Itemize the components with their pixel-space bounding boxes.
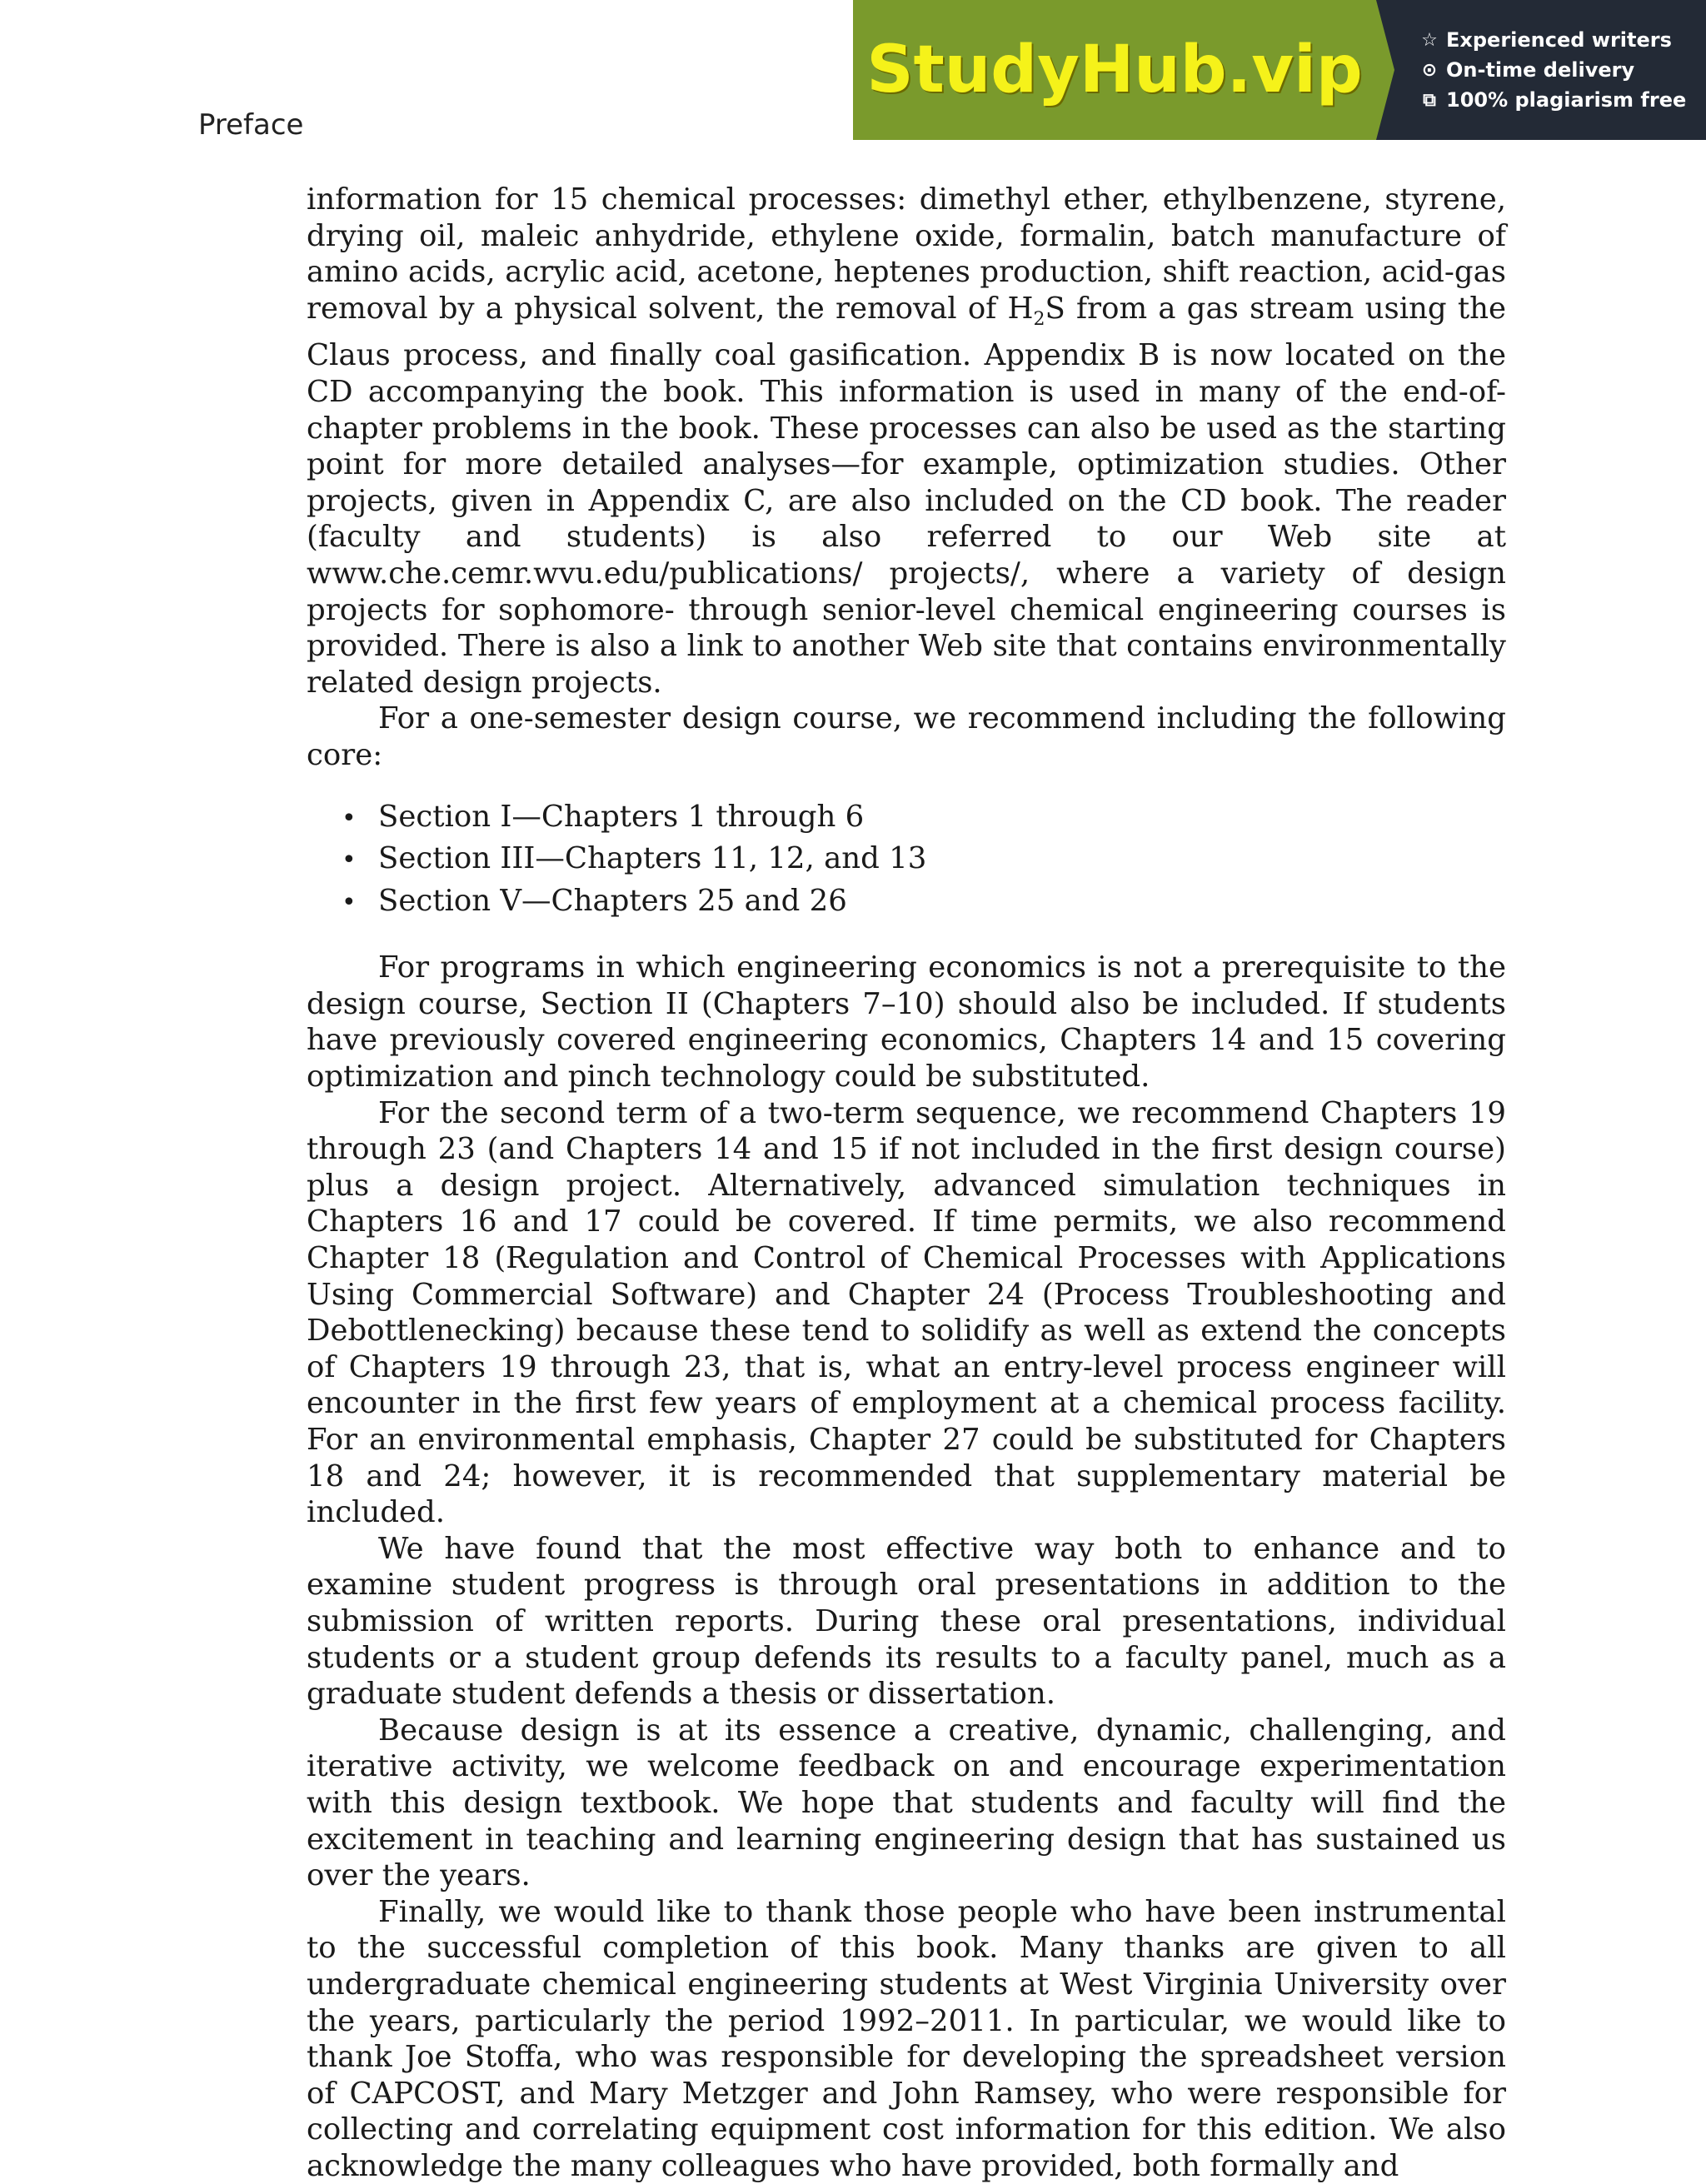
- banner-features: [1394, 0, 1706, 140]
- text-run: S from a gas stream using the Claus process, and finally coal gasification. Appendix B is now located on the CD accompanying the book. This information is used in many of the end-of-chapter problems in the book. These processes can also be used as the starting point for more detailed analyses—for example, optimization studies. Other projects, given in Appendix C, are also included on the CD book. The reader (faculty and students) is also referred to our Web site at www.che.cemr.wvu.edu/publications/ projects/, where a variety of design projects for sophomore- through senior-level chemical engineering courses is provided. There is also a link to another Web site that contains environmentally related design projects.: [307, 291, 1506, 700]
- page-body: [307, 182, 1506, 2184]
- paragraph-programs: For programs in which engineering economics is not a prerequisite to the design course, Section II (Chapters 7–10) should also be included. If students have previously covered engineering economics, Chapters 14 and 15 covering optimization and pinch technology could be substituted.: [307, 950, 1506, 1094]
- bullet-icon: •: [342, 887, 357, 917]
- paragraph-processes: [307, 182, 1506, 701]
- star-icon: ☆: [1421, 29, 1438, 51]
- subscript: 2: [1033, 308, 1045, 330]
- clock-icon: ⊙: [1421, 59, 1438, 81]
- core-chapter-list: [307, 799, 1506, 925]
- list-item-text: Section III—Chapters 11, 12, and 13: [378, 841, 927, 876]
- list-item-text: Section V—Chapters 25 and 26: [378, 883, 847, 918]
- feature-label: On-time delivery: [1446, 58, 1635, 82]
- banner-divider: [1376, 0, 1394, 140]
- list-item: [342, 799, 1506, 841]
- bullet-icon: •: [342, 803, 357, 833]
- paragraph-core-intro: For a one-semester design course, we recommend including the following core:: [307, 701, 1506, 772]
- paragraph-acknowledgments: Finally, we would like to thank those people who have been instrumental to the successful completion of this book. Many thanks are given to all undergraduate chemical engineering students at West Virginia University over the years, particularly the period 1992–2011. In particular, we would like to thank Joe Stoffa, who was responsible for developing the spreadsheet version of CAPCOST, and Mary Metzger and John Ramsey, who were responsible for collecting and correlating equipment cost information for this edition. We also acknowledge the many colleagues who have provided, both formally and: [307, 1894, 1506, 2183]
- bullet-icon: •: [342, 845, 357, 875]
- text-run: information for 15 chemical processes: dimethyl ether, ethylbenzene, styrene, drying oil, maleic anhydride, ethylene oxide, formalin, batch manufacture of amino acids, acrylic acid, acetone, heptenes production, shift reaction, acid-gas removal by a physical solvent, the removal of H: [307, 182, 1506, 326]
- studyhub-logo[interactable]: [853, 0, 1376, 140]
- feature-experienced-writers: [1419, 28, 1706, 52]
- list-item: [342, 883, 1506, 925]
- list-item-text: Section I—Chapters 1 through 6: [378, 799, 865, 834]
- feature-plagiarism-free: [1419, 88, 1706, 112]
- logo-text: StudyHub.vip: [866, 32, 1363, 107]
- list-item: [342, 840, 1506, 883]
- running-head: Preface: [198, 108, 304, 142]
- feature-on-time-delivery: [1419, 58, 1706, 82]
- feature-label: Experienced writers: [1446, 28, 1672, 52]
- copy-icon: ⧉: [1423, 89, 1436, 111]
- studyhub-banner[interactable]: [853, 0, 1706, 140]
- paragraph-second-term: For the second term of a two-term sequence, we recommend Chapters 19 through 23 (and Chapters 14 and 15 if not included in the first design course) plus a design project. Alternatively, advanced simulation techniques in Chapters 16 and 17 could be covered. If time permits, we also recommend Chapter 18 (Regulation and Control of Chemical Processes with Applications Using Commercial Software) and Chapter 24 (Process Troubleshooting and Debottlenecking) because these tend to solidify as well as extend the concepts of Chapters 19 through 23, that is, what an entry-level process engineer will encounter in the first few years of employment at a chemical process facility. For an environmental emphasis, Chapter 27 could be substituted for Chapters 18 and 24; however, it is recommended that supplementary material be included.: [307, 1095, 1506, 1530]
- feature-label: 100% plagiarism free: [1446, 88, 1687, 112]
- paragraph-feedback: Because design is at its essence a creative, dynamic, challenging, and iterative activity, we welcome feedback on and encourage experimentation with this design textbook. We hope that students and faculty will find the excitement in teaching and learning engineering design that has sustained us over the years.: [307, 1713, 1506, 1893]
- paragraph-oral-presentations: We have found that the most effective way both to enhance and to examine student progress is through oral presentations in addition to the submission of written reports. During these oral presentations, individual students or a student group defends its results to a faculty panel, much as a graduate student defends a thesis or dissertation.: [307, 1531, 1506, 1712]
